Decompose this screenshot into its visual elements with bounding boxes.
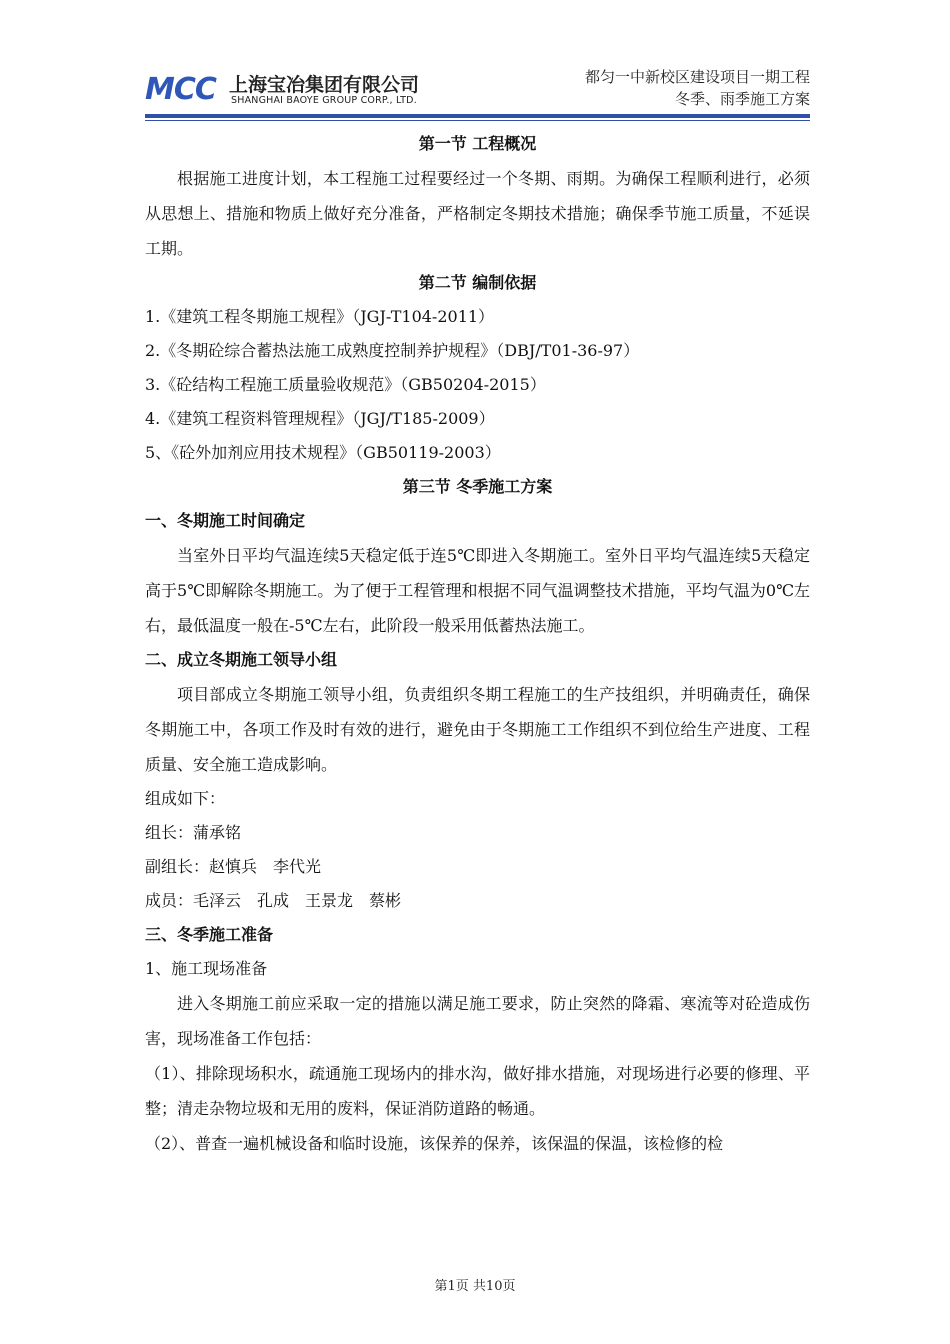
subsection-1-title: 一、冬期施工时间确定 xyxy=(145,511,306,530)
team-deputy: 副组长：赵慎兵 李代光 xyxy=(145,857,322,876)
document-body xyxy=(145,127,810,1161)
composition-label: 组成如下： xyxy=(145,789,226,808)
reference-item: 3.《砼结构工程施工质量验收规范》（GB50204-2015） xyxy=(145,375,546,394)
reference-item: 2.《冬期砼综合蓄热法施工成熟度控制养护规程》（DBJ/T01-36-97） xyxy=(145,341,640,360)
reference-item: 5、《砼外加剂应用技术规程》（GB50119-2003） xyxy=(145,443,501,462)
section-1-paragraph: 根据施工进度计划，本工程施工过程要经过一个冬期、雨期。为确保工程顺利进行，必须从思想上、措施和物质上做好充分准备，严格制定冬期技术措施；确保季节施工质量，不延误工期。 xyxy=(145,169,810,258)
project-name: 都匀一中新校区建设项目一期工程 xyxy=(584,68,810,86)
document-title: 冬季、雨季施工方案 xyxy=(674,90,810,108)
site-prep-title: 1、施工现场准备 xyxy=(145,959,268,978)
header-titles xyxy=(585,66,810,110)
subsection-3-title: 三、冬季施工准备 xyxy=(145,925,274,944)
page-footer: 第1页 共10页 xyxy=(434,1279,516,1294)
mcc-logo-mark: MCC xyxy=(145,72,216,107)
team-leader: 组长：蒲承铭 xyxy=(145,823,242,842)
section-1-title: 第一节 工程概况 xyxy=(418,134,537,153)
header-rule-thin xyxy=(145,120,810,121)
site-prep-paragraph: 进入冬期施工前应采取一定的措施以满足施工要求，防止突然的降霜、寒流等对砼造成伤害，现场准备工作包括： xyxy=(145,994,810,1048)
reference-item: 1.《建筑工程冬期施工规程》（JGJ-T104-2011） xyxy=(145,307,495,326)
page-header xyxy=(145,62,810,114)
subsection-1-paragraph: 当室外日平均气温连续5天稳定低于连5℃即进入冬期施工。室外日平均气温连续5天稳定高于5℃即解除冬期施工。为了便于工程管理和根据不同气温调整技术措施，平均气温为0℃左右，最低温度一般在-5℃左右，此阶段一般采用低蓄热法施工。 xyxy=(145,546,810,635)
team-members: 成员：毛泽云 孔成 王景龙 蔡彬 xyxy=(145,891,402,910)
section-3-title: 第三节 冬季施工方案 xyxy=(402,477,553,496)
company-name-cn: 上海宝冶集团有限公司 xyxy=(229,74,420,96)
prep-list-item: （1）、排除现场积水，疏通施工现场内的排水沟，做好排水措施，对现场进行必要的修理、平整；清走杂物垃圾和无用的废料，保证消防道路的畅通。 xyxy=(145,1064,810,1118)
subsection-2-title: 二、成立冬期施工领导小组 xyxy=(145,650,338,669)
section-2-title: 第二节 编制依据 xyxy=(418,273,537,292)
prep-list-item: （2）、普查一遍机械设备和临时设施，该保养的保养，该保温的保温，该检修的检 xyxy=(145,1134,724,1153)
header-rule-thick xyxy=(145,114,810,118)
reference-item: 4.《建筑工程资料管理规程》（JGJ/T185-2009） xyxy=(145,409,495,428)
company-name-en: SHANGHAI BAOYE GROUP CORP., LTD. xyxy=(231,95,417,106)
subsection-2-paragraph: 项目部成立冬期施工领导小组，负责组织冬期工程施工的生产技组织，并明确责任，确保冬期施工中，各项工作及时有效的进行，避免由于冬期施工工作组织不到位给生产进度、工程质量、安全施工造成影响。 xyxy=(145,685,810,774)
